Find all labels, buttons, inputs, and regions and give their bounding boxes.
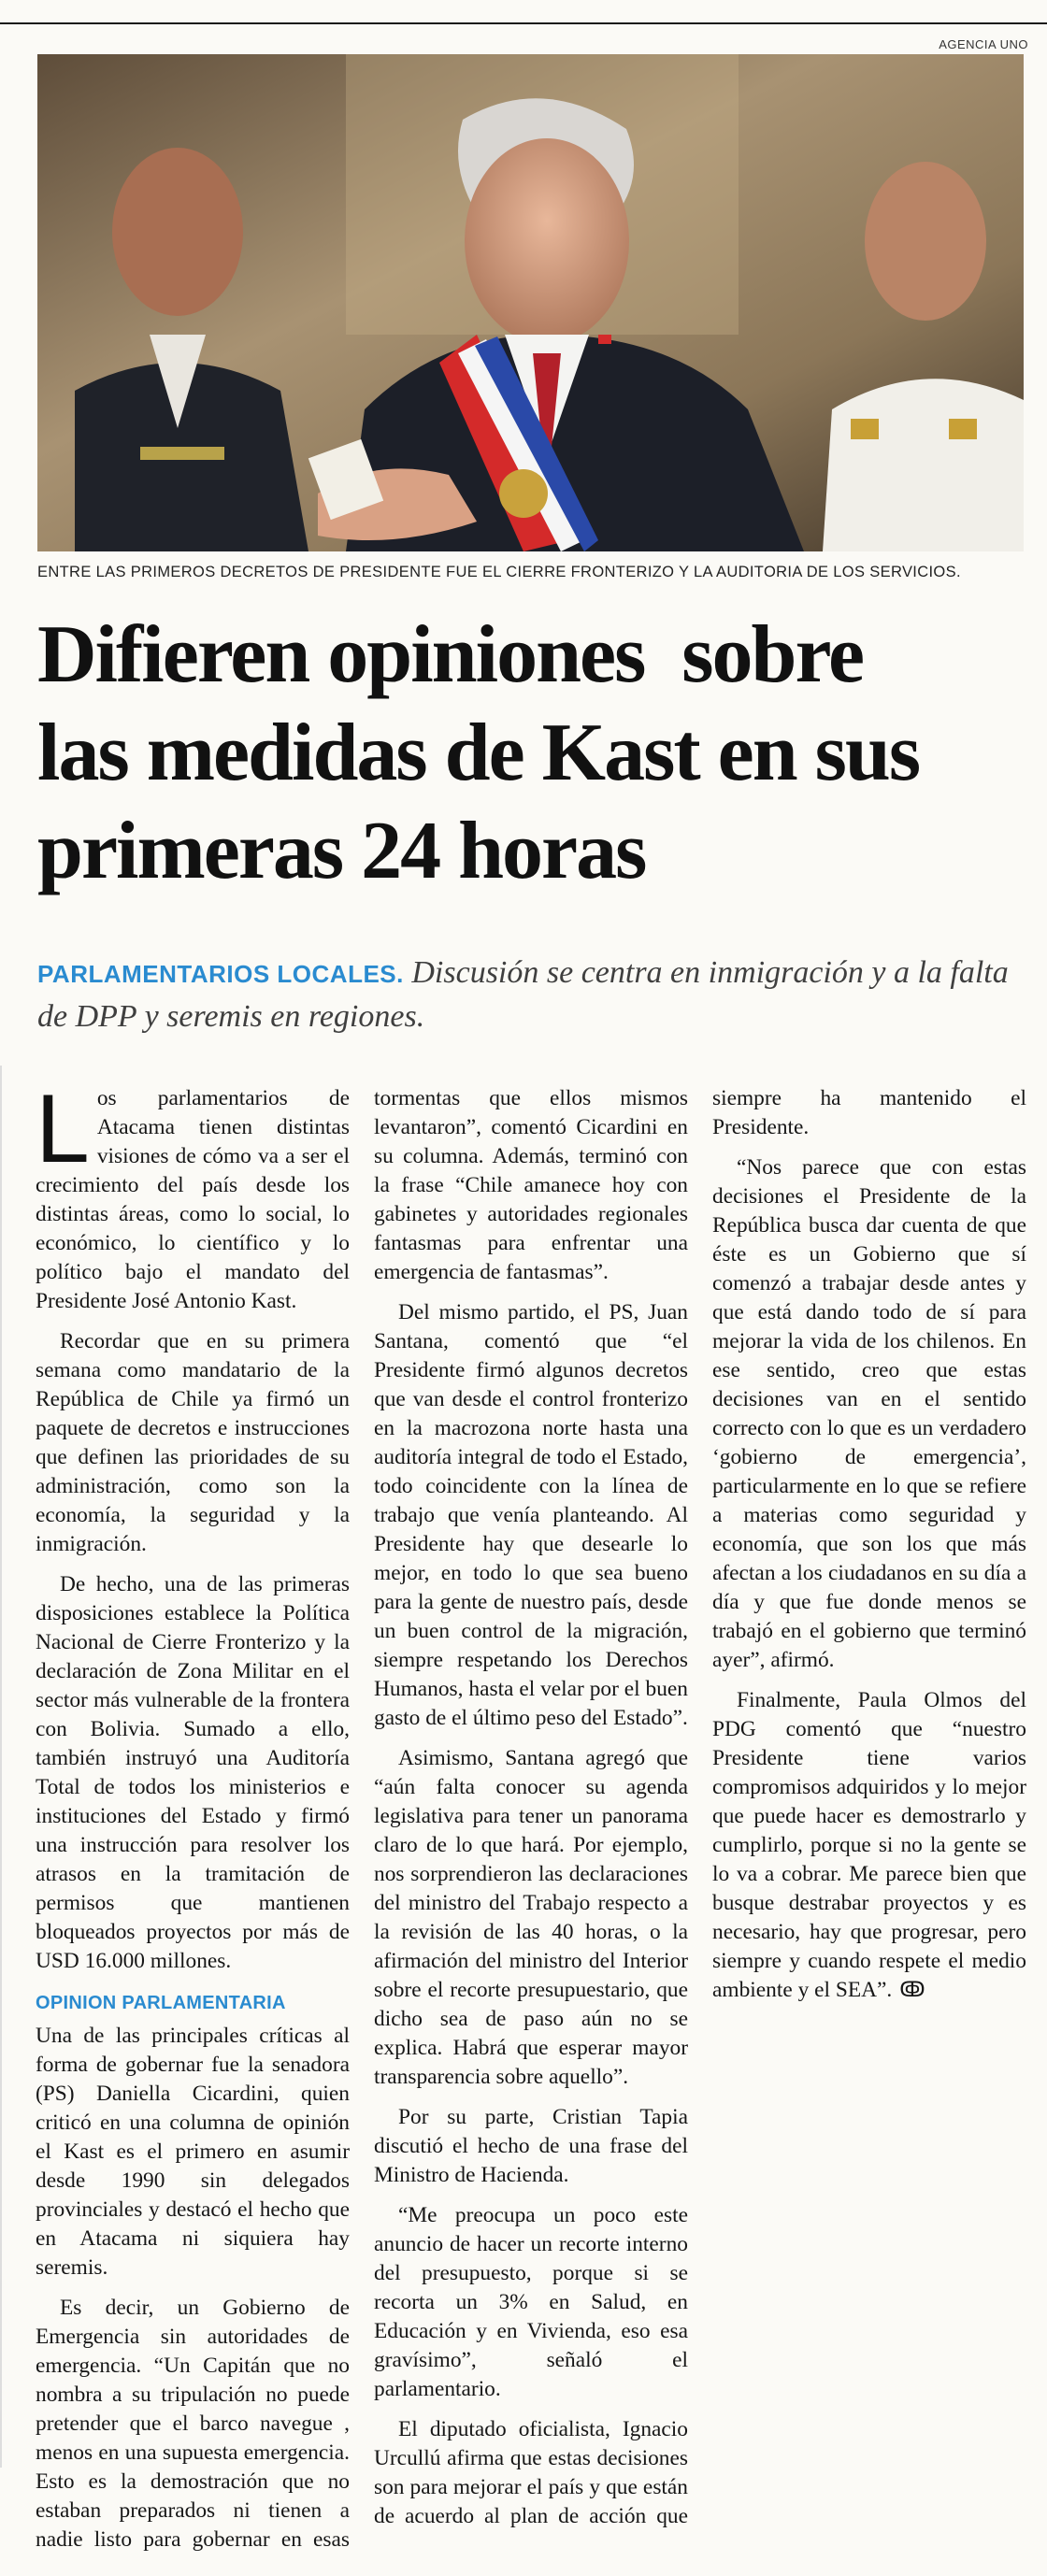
photo-illustration — [37, 54, 1024, 551]
paragraph: Asimismo, Santana agregó que “aún falta conocer su agenda legislativa para tener un panorama claro de lo que hará. Por ejemplo, nos sorprendieron las declaraciones del ministro del Trabajo respecto a la revisión de las 40 horas, o la afirmación del ministro del Interior sobre el recorte presupuestario, que dicho sea de paso aún no se explica. Habrá que esperar mayor transparencia sobre aquello”. — [374, 1746, 688, 2089]
deck-kicker: PARLAMENTARIOS LOCALES. — [37, 960, 404, 988]
paragraph: “Nos parece que con estas decisiones el Presidente de la República busca dar cuenta de que éste es un Gobierno que sí comenzó a trabajar desde antes y que está dando todo de sí para mejorar la vida de los chilenos. En ese sentido, creo que estas decisiones van en el sentido correcto con lo que es un verdadero ‘gobierno de emergencia’, particularmente en lo que se refiere a materias como seguridad y economía, que son los que más afectan a los ciudadanos en su día a día y que fue donde menos se trabajó en el gobierno que terminó ayer”, afirmó. — [712, 1155, 1026, 1672]
photo-caption: ENTRE LAS PRIMEROS DECRETOS DE PRESIDENTE FUE EL CIERRE FRONTERIZO Y LA AUDITORIA DE LOS SERVICIOS. — [37, 564, 961, 580]
paragraph: De hecho, una de las primeras disposiciones establece la Política Nacional de Cierre Fronterizo y la declaración de Zona Militar en el sector más vulnerable de la frontera con Bolivia. Sumado a ello, también instruyó una Auditoría Total de todos los ministerios e instituciones del Estado y firmó una instrucción para resolver los atrasos en la tramitación de permisos que mantienen bloqueados proyectos por más de USD 16.000 millones. — [36, 1572, 350, 1973]
margin-rule — [0, 1066, 2, 2468]
headline-line-3: primeras 24 horas — [37, 806, 646, 896]
article-body — [36, 1075, 1026, 2561]
end-mark-icon: ↂ — [899, 1979, 925, 2002]
news-photo — [37, 54, 1024, 551]
paragraph — [36, 1075, 350, 1316]
paragraph: El diputado oficialista, Ignacio Urcullú afirma que estas decisiones son para mejorar el país y que están de acuerdo al plan de acción que siempre ha mantenido el Presidente. — [374, 1086, 1026, 2528]
paragraph-text: Finalmente, Paula Olmos del PDG comentó que “nuestro Presidente tiene varios compromisos adquiridos y lo mejor que puede hacer es demostrarlo y cumplirlo, porque si no la gente se lo va a cobrar. Me parece bien que busque destrabar proyectos y es necesario, hay que progresar, pero siempre y cuando respete el medio ambiente y el SEA”. — [712, 1688, 1026, 2002]
headline-line-1: Difieren opiniones sobre — [37, 609, 864, 700]
paragraph: Recordar que en su primera semana como mandatario de la República de Chile ya firmó un paquete de decretos e instrucciones que definen las prioridades de su administración, como son la economía, la seguridad y la inmigración. — [36, 1329, 350, 1556]
deck-text: Discusión se centra en inmigración y a la falta de DPP y seremis en regiones. — [37, 955, 1009, 1034]
paragraph: Por su parte, Cristian Tapia discutió el hecho de una frase del Ministro de Hacienda. — [374, 2105, 688, 2187]
deck — [37, 952, 1028, 1038]
subheading: OPINION PARLAMENTARIA — [36, 1993, 286, 2013]
paragraph-text: os parlamentarios de Atacama tienen distintas visiones de cómo va a ser el crecimiento del país desde los distintas áreas, como lo social, lo económico, lo científico y lo político bajo el mandato del Presidente José Antonio Kast. — [36, 1086, 350, 1313]
headline-line-2: las medidas de Kast en sus — [37, 708, 920, 798]
photo-credit: AGENCIA UNO — [939, 37, 1028, 51]
headline — [37, 606, 1019, 900]
paragraph: Del mismo partido, el PS, Juan Santana, comentó que “el Presidente firmó algunos decretos que van desde el control fronterizo en la macrozona norte hasta una auditoría integral de todo el Estado, todo coincidente con la línea de trabajo que venía planteando. Al Presidente hay que desearle lo mejor, en todo lo que sea bueno para la gente de nuestro país, desde un buen control de la migración, siempre respetando los Derechos Humanos, hasta el velar por el buen gasto de el último peso del Estado”. — [374, 1300, 688, 1730]
paragraph: Una de las principales críticas al forma de gobernar fue la senadora (PS) Daniella Cicardini, quien criticó en una columna de opinión el Kast es el primero en asumir desde 1990 sin delegados provinciales y destacó el hecho que en Atacama ni siquiera hay seremis. — [36, 2024, 350, 2280]
top-rule — [0, 22, 1047, 24]
paragraph — [712, 1686, 1026, 2005]
paragraph: Es decir, un Gobierno de Emergencia sin autoridades de emergencia. “Un Capitán que no nombra a su tripulación no puede pretender que el barco navegue , menos en una supuesta emergencia. Esto es la demostración que no estaban preparados ni tienen a nadie listo para gobernar en esas tormentas que ellos mismos levantaron”, comentó Cicardini en su columna. Además, terminó con la frase “Chile amanece hoy con gabinetes y autoridades regionales fantasmas para enfrentar una emergencia de fantasmas”. — [36, 1086, 688, 2552]
paragraph: “Me preocupa un poco este anuncio de hacer un recorte interno del presupuesto, porque si se recorta un 3% en Salud, en Educación y en Vivienda, eso esa gravísimo”, señaló el parlamentario. — [374, 2203, 688, 2401]
drop-cap: L — [36, 1075, 90, 1183]
